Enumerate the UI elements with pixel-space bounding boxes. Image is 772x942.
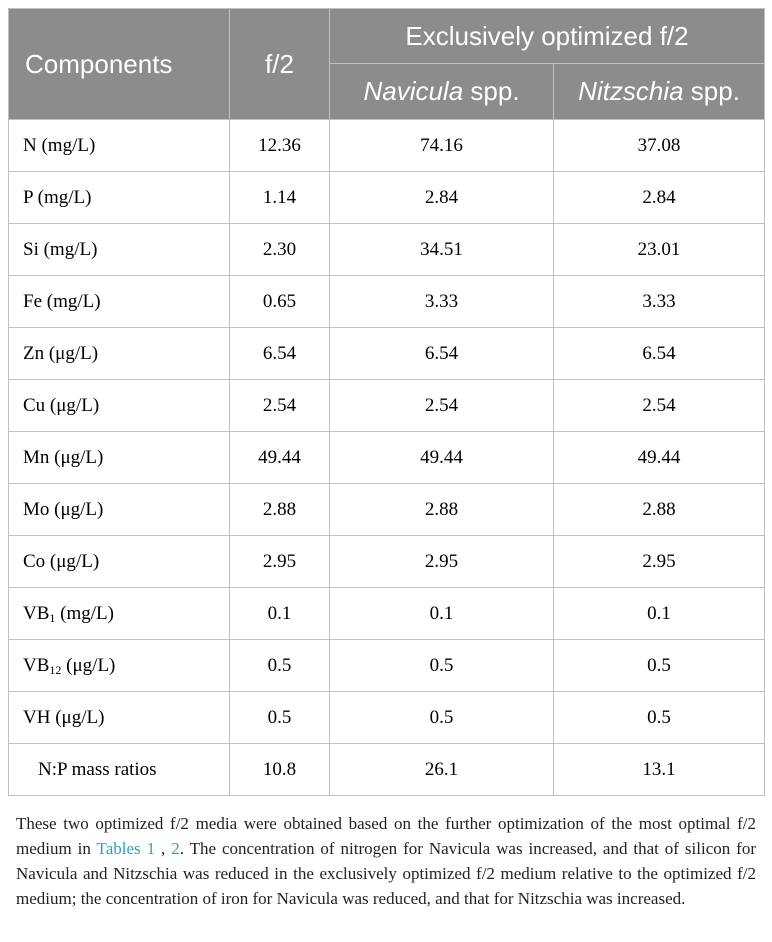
f2-value: 2.88 — [230, 484, 330, 536]
footnote-separator: , — [155, 839, 172, 858]
f2-value: 1.14 — [230, 172, 330, 224]
f2-value: 0.5 — [230, 692, 330, 744]
nitzschia-value: 0.5 — [554, 692, 765, 744]
label-subscript: 12 — [49, 662, 62, 677]
table-row-cu — [9, 380, 765, 432]
table-row-n — [9, 120, 765, 172]
nitzschia-value: 0.1 — [554, 588, 765, 640]
navicula-suffix: spp. — [463, 76, 520, 106]
nitzschia-value: 23.01 — [554, 224, 765, 276]
table-row-vb12 — [9, 640, 765, 692]
components-header: Components — [9, 9, 230, 120]
nitzschia-genus: Nitzschia — [578, 76, 684, 106]
f2-value: 49.44 — [230, 432, 330, 484]
nitzschia-value: 2.88 — [554, 484, 765, 536]
row-label: Zn (μg/L) — [9, 328, 230, 380]
table-row-si — [9, 224, 765, 276]
row-label: N (mg/L) — [9, 120, 230, 172]
table-row-co — [9, 536, 765, 588]
navicula-value: 49.44 — [330, 432, 554, 484]
table-row-vb1 — [9, 588, 765, 640]
nitzschia-value: 49.44 — [554, 432, 765, 484]
nitzschia-value: 0.5 — [554, 640, 765, 692]
nitzschia-suffix: spp. — [683, 76, 740, 106]
table-row-mn — [9, 432, 765, 484]
table-2-link[interactable]: 2 — [171, 839, 180, 858]
f2-value: 2.54 — [230, 380, 330, 432]
navicula-value: 0.1 — [330, 588, 554, 640]
navicula-value: 3.33 — [330, 276, 554, 328]
footnote-text: These two optimized f/2 media were obtained based on the further optimization of the most optimal f/2 medium in — [16, 814, 756, 858]
label-subscript: 1 — [49, 610, 56, 625]
row-label: Si (mg/L) — [9, 224, 230, 276]
nitzschia-value: 13.1 — [554, 744, 765, 796]
navicula-genus: Navicula — [363, 76, 464, 106]
table-row-np-ratio — [9, 744, 765, 796]
navicula-value: 0.5 — [330, 640, 554, 692]
nitzschia-value: 2.84 — [554, 172, 765, 224]
navicula-value: 0.5 — [330, 692, 554, 744]
label-unit: (mg/L) — [55, 602, 114, 624]
nitzschia-value: 3.33 — [554, 276, 765, 328]
navicula-header — [330, 64, 554, 120]
label-base: VB — [23, 654, 50, 676]
row-label — [9, 640, 230, 692]
navicula-value: 34.51 — [330, 224, 554, 276]
row-label: N:P mass ratios — [9, 744, 230, 796]
f2-header: f/2 — [230, 9, 330, 120]
navicula-value: 2.95 — [330, 536, 554, 588]
f2-value: 0.5 — [230, 640, 330, 692]
row-label: Fe (mg/L) — [9, 276, 230, 328]
tables-1-link[interactable]: Tables 1 — [96, 839, 156, 858]
nitzschia-value: 37.08 — [554, 120, 765, 172]
navicula-value: 74.16 — [330, 120, 554, 172]
footnote-text-cont: . The concentration of nitrogen for Navicula was increased, and that of silicon for Navicula and Nitzschia was reduced in the exclusively optimized f/2 medium relative to the optimized f/2 medium; the concentration of iron for Navicula was reduced, and that for Nitzschia was increased. — [16, 839, 756, 908]
table-footnote — [16, 811, 756, 911]
navicula-value: 2.54 — [330, 380, 554, 432]
label-unit: (μg/L) — [61, 654, 116, 676]
header-row-1 — [9, 9, 765, 64]
table-row-vh — [9, 692, 765, 744]
navicula-value: 2.84 — [330, 172, 554, 224]
f2-value: 2.30 — [230, 224, 330, 276]
nitzschia-value: 2.54 — [554, 380, 765, 432]
table-row-fe — [9, 276, 765, 328]
table-row-p — [9, 172, 765, 224]
row-label: Co (μg/L) — [9, 536, 230, 588]
navicula-value: 2.88 — [330, 484, 554, 536]
f2-value: 12.36 — [230, 120, 330, 172]
table-row-zn — [9, 328, 765, 380]
exclusively-optimized-header: Exclusively optimized f/2 — [330, 9, 765, 64]
nitzschia-value: 2.95 — [554, 536, 765, 588]
nitzschia-header — [554, 64, 765, 120]
navicula-value: 6.54 — [330, 328, 554, 380]
f2-value: 0.65 — [230, 276, 330, 328]
row-label: Cu (μg/L) — [9, 380, 230, 432]
row-label: Mn (μg/L) — [9, 432, 230, 484]
table-row-mo — [9, 484, 765, 536]
f2-value: 2.95 — [230, 536, 330, 588]
row-label — [9, 588, 230, 640]
navicula-value: 26.1 — [330, 744, 554, 796]
f2-value: 10.8 — [230, 744, 330, 796]
row-label: P (mg/L) — [9, 172, 230, 224]
media-composition-table — [8, 8, 765, 796]
row-label: VH (μg/L) — [9, 692, 230, 744]
row-label: Mo (μg/L) — [9, 484, 230, 536]
nitzschia-value: 6.54 — [554, 328, 765, 380]
f2-value: 6.54 — [230, 328, 330, 380]
f2-value: 0.1 — [230, 588, 330, 640]
label-base: VB — [23, 602, 50, 624]
